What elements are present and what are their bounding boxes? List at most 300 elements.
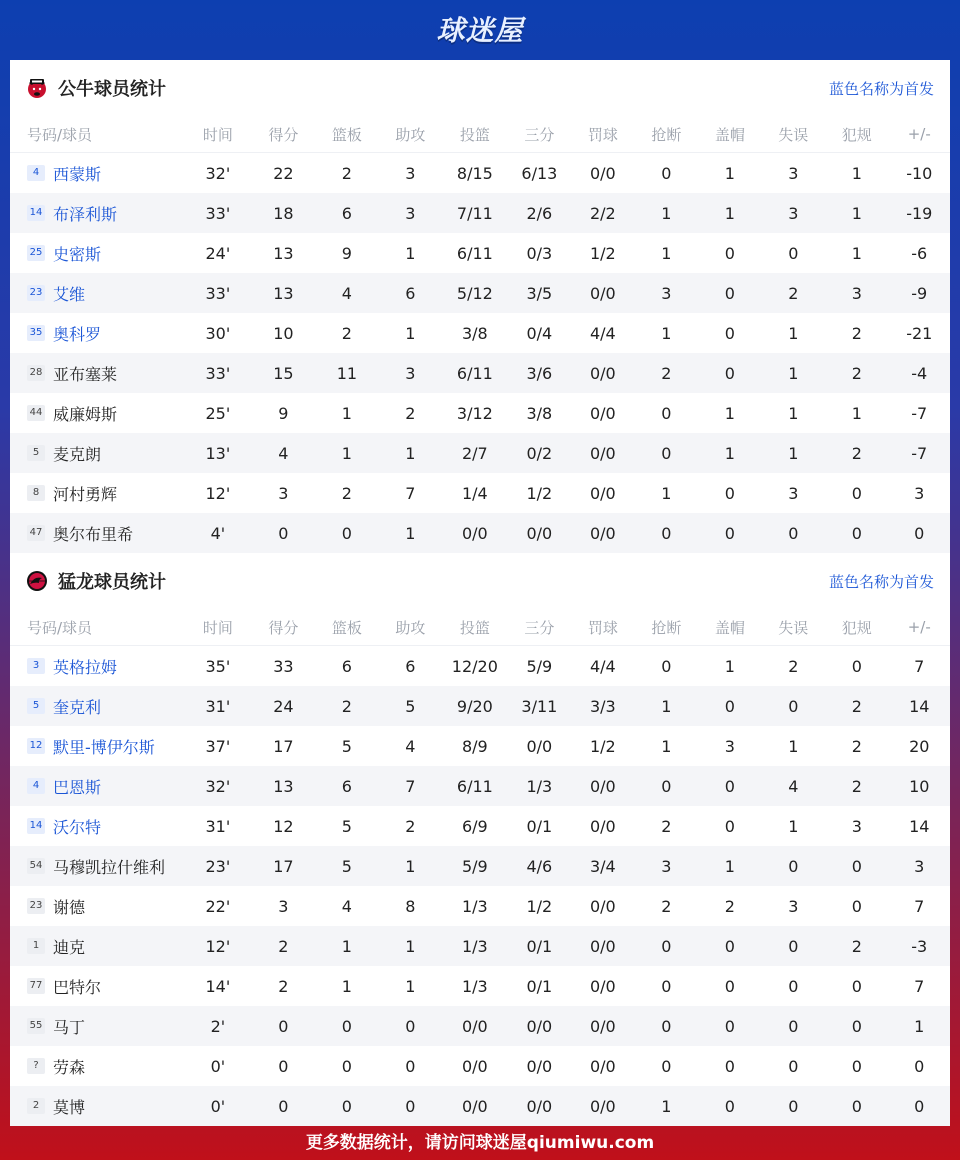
stat-cell: 1	[405, 523, 416, 543]
table-row	[10, 313, 950, 353]
stat-cell: 0	[661, 1056, 672, 1076]
stat-cell: 3/8	[461, 323, 488, 343]
stat-cell: 31'	[205, 816, 231, 836]
stat-cell: 0	[914, 523, 925, 543]
stat-cell: 1	[851, 243, 862, 263]
stat-cell: 2'	[210, 1016, 226, 1036]
stat-cell: 0/0	[589, 483, 616, 503]
table-row	[10, 806, 950, 846]
player-cell	[10, 726, 184, 766]
stat-cell: 1/2	[526, 896, 553, 916]
stat-cell: 0	[724, 363, 735, 383]
player-cell	[10, 433, 184, 473]
jersey-number: 14	[27, 818, 45, 834]
stat-cell: 1	[724, 163, 735, 183]
stat-cell: 37'	[205, 736, 231, 756]
stat-cell: 1	[661, 243, 672, 263]
stat-cell: 0	[661, 523, 672, 543]
table-row	[10, 926, 950, 966]
player-name[interactable]: 奥尔布里希	[53, 524, 134, 544]
stat-cell: 0	[724, 243, 735, 263]
stat-cell: 0	[914, 1096, 925, 1116]
stat-cell: 33'	[205, 283, 231, 303]
stat-cell: 0	[661, 1016, 672, 1036]
table-row	[10, 433, 950, 473]
stat-cell: 30'	[205, 323, 231, 343]
stat-cell: 0	[661, 443, 672, 463]
player-cell	[10, 473, 184, 513]
player-cell	[10, 393, 184, 433]
stat-cell: 0/0	[461, 1056, 488, 1076]
stat-cell: 3	[788, 203, 799, 223]
raptors-stats-table	[10, 609, 950, 1126]
player-name[interactable]: 谢德	[53, 897, 86, 917]
stat-cell: 6	[341, 203, 352, 223]
stat-cell: 3/5	[526, 283, 553, 303]
stat-cell: 2	[278, 936, 289, 956]
stat-cell: 4	[278, 443, 289, 463]
stat-cell: 2	[341, 163, 352, 183]
table-row	[10, 686, 950, 726]
player-name[interactable]: 西蒙斯	[53, 164, 102, 184]
stat-cell: 4	[341, 896, 352, 916]
jersey-number: 8	[27, 485, 45, 501]
stat-cell: 9/20	[456, 696, 493, 716]
stat-cell: 7	[914, 976, 925, 996]
stat-cell: 3	[661, 283, 672, 303]
jersey-number: 12	[27, 738, 45, 754]
stat-cell: 14'	[205, 976, 231, 996]
bulls-stats-table	[10, 116, 950, 553]
stat-cell: 2	[851, 443, 862, 463]
stat-cell: 13	[273, 776, 294, 796]
player-cell	[10, 766, 184, 806]
stat-cell: 0	[405, 1096, 416, 1116]
stat-cell: 0	[724, 976, 735, 996]
stat-cell: 1	[405, 976, 416, 996]
stat-cell: 5/9	[461, 856, 488, 876]
stat-cell: 0/3	[526, 243, 553, 263]
stat-cell: 4/4	[589, 323, 616, 343]
table-row	[10, 726, 950, 766]
stat-cell: 0/2	[526, 443, 553, 463]
jersey-number: 77	[27, 978, 45, 994]
stat-cell: 1/2	[589, 243, 616, 263]
jersey-number: 35	[27, 325, 45, 341]
table-header-row	[10, 609, 950, 646]
player-cell	[10, 1006, 184, 1046]
stat-cell: 2	[341, 483, 352, 503]
table-row	[10, 1006, 950, 1046]
stat-cell: 1	[405, 443, 416, 463]
jersey-number: 23	[27, 898, 45, 914]
stat-cell: 20	[909, 736, 930, 756]
stat-cell: 0	[851, 523, 862, 543]
column-header: 犯规	[841, 125, 872, 144]
stat-cell: 0	[724, 696, 735, 716]
stat-cell: 8/9	[461, 736, 488, 756]
stat-cell: 3/8	[526, 403, 553, 423]
app-header	[0, 0, 960, 58]
jersey-number: 1	[27, 938, 45, 954]
bulls-section-header	[10, 60, 950, 116]
stat-cell: 1	[788, 323, 799, 343]
stat-cell: 7	[405, 483, 416, 503]
player-cell	[10, 966, 184, 1006]
jersey-number: 4	[27, 778, 45, 794]
stat-cell: 3/6	[526, 363, 553, 383]
jersey-number: 25	[27, 245, 45, 261]
stat-cell: -6	[911, 243, 928, 263]
stat-cell: 3	[851, 816, 862, 836]
column-header: 罚球	[587, 125, 618, 144]
column-header: 投篮	[459, 618, 490, 637]
stat-cell: 3	[405, 363, 416, 383]
stat-cell: 33'	[205, 203, 231, 223]
stat-cell: 24'	[205, 243, 231, 263]
column-header: 得分	[268, 125, 299, 144]
stat-cell: 13	[273, 283, 294, 303]
stat-cell: 1	[724, 403, 735, 423]
player-name[interactable]: 布泽利斯	[53, 204, 118, 224]
jersey-number: 28	[27, 365, 45, 381]
stat-cell: 0	[788, 243, 799, 263]
stat-cell: 6	[405, 283, 416, 303]
stat-cell: 1/3	[526, 776, 553, 796]
stat-cell: 2	[341, 323, 352, 343]
player-name[interactable]: 奥科罗	[53, 324, 102, 344]
player-name[interactable]: 河村勇辉	[53, 484, 118, 504]
column-header: +/-	[907, 618, 931, 636]
player-name[interactable]: 马穆凯拉什维利	[53, 857, 166, 877]
column-header: 助攻	[395, 125, 426, 144]
stat-cell: 0	[914, 1056, 925, 1076]
stat-cell: 2	[851, 363, 862, 383]
stat-cell: 18	[273, 203, 294, 223]
stat-cell: 0	[278, 1056, 289, 1076]
stat-cell: 17	[273, 736, 294, 756]
column-header: 犯规	[841, 618, 872, 637]
stat-cell: 3/12	[456, 403, 493, 423]
stat-cell: 0	[788, 856, 799, 876]
player-name[interactable]: 英格拉姆	[53, 657, 118, 677]
jersey-number: 5	[27, 698, 45, 714]
stat-cell: 0/0	[589, 523, 616, 543]
stat-cell: 0/0	[589, 1016, 616, 1036]
stat-cell: 0/0	[589, 1056, 616, 1076]
stat-cell: 14	[909, 696, 930, 716]
stat-cell: 24	[273, 696, 294, 716]
stat-cell: -10	[906, 163, 933, 183]
jersey-number: 47	[27, 525, 45, 541]
stat-cell: 6	[405, 656, 416, 676]
stat-cell: 2	[405, 403, 416, 423]
player-cell	[10, 273, 184, 313]
stat-cell: 2	[851, 936, 862, 956]
stat-cell: 0	[788, 976, 799, 996]
stat-cell: 0	[724, 776, 735, 796]
stat-cell: 17	[273, 856, 294, 876]
stat-cell: 1	[851, 163, 862, 183]
stat-cell: 31'	[205, 696, 231, 716]
stat-cell: 7	[914, 656, 925, 676]
stat-cell: 3	[405, 163, 416, 183]
bulls-logo-icon	[26, 77, 48, 99]
stat-cell: 0	[661, 776, 672, 796]
stat-cell: 3	[914, 856, 925, 876]
player-name[interactable]: 迪克	[53, 937, 86, 957]
table-row	[10, 1046, 950, 1086]
jersey-number: 4	[27, 165, 45, 181]
stat-cell: 32'	[205, 776, 231, 796]
stat-cell: 5	[341, 856, 352, 876]
player-cell	[10, 153, 184, 194]
player-cell	[10, 313, 184, 353]
stat-cell: 4'	[210, 523, 226, 543]
stat-cell: 1	[724, 443, 735, 463]
player-name[interactable]: 巴特尔	[53, 977, 102, 997]
stat-cell: 0	[661, 403, 672, 423]
stat-cell: 3	[278, 483, 289, 503]
stat-cell: 1	[341, 403, 352, 423]
player-cell	[10, 886, 184, 926]
player-name[interactable]: 亚布塞莱	[53, 364, 118, 384]
table-row	[10, 846, 950, 886]
column-header: 三分	[524, 125, 555, 144]
stats-panel	[10, 60, 950, 1120]
stat-cell: 7/11	[456, 203, 493, 223]
stat-cell: 3	[914, 483, 925, 503]
column-header: +/-	[907, 125, 931, 143]
player-name[interactable]: 史密斯	[53, 244, 102, 264]
stat-cell: 1	[788, 403, 799, 423]
stat-cell: 2	[661, 896, 672, 916]
stat-cell: 3	[278, 896, 289, 916]
stat-cell: 33'	[205, 363, 231, 383]
table-row	[10, 886, 950, 926]
stat-cell: 1	[341, 443, 352, 463]
stat-cell: 5	[405, 696, 416, 716]
stat-cell: 0	[724, 816, 735, 836]
stat-cell: 1/3	[461, 896, 488, 916]
stat-cell: 1	[661, 736, 672, 756]
jersey-number: 54	[27, 858, 45, 874]
table-row	[10, 966, 950, 1006]
jersey-number: 2	[27, 1098, 45, 1114]
stat-cell: 3	[851, 283, 862, 303]
stat-cell: 2/7	[461, 443, 488, 463]
player-name[interactable]: 劳森	[53, 1057, 86, 1077]
stat-cell: 1	[405, 323, 416, 343]
stat-cell: 12	[273, 816, 294, 836]
stat-cell: 6/9	[461, 816, 488, 836]
column-header: 篮板	[331, 618, 362, 637]
stat-cell: 3	[788, 896, 799, 916]
stat-cell: 1	[341, 976, 352, 996]
stat-cell: 1	[724, 656, 735, 676]
stat-cell: 8/15	[456, 163, 493, 183]
stat-cell: 6/11	[456, 363, 493, 383]
table-row	[10, 233, 950, 273]
stat-cell: 1	[788, 363, 799, 383]
stat-cell: 0/0	[589, 403, 616, 423]
stat-cell: 0	[851, 856, 862, 876]
player-name[interactable]: 默里-博伊尔斯	[53, 737, 155, 757]
table-row	[10, 766, 950, 806]
stat-cell: 0/0	[589, 896, 616, 916]
stat-cell: 2	[341, 696, 352, 716]
stat-cell: 0	[788, 1096, 799, 1116]
stat-cell: 0'	[210, 1056, 226, 1076]
column-header: 号码/球员	[27, 125, 93, 144]
stat-cell: 3	[405, 203, 416, 223]
stat-cell: 0/0	[589, 363, 616, 383]
stat-cell: 0	[851, 656, 862, 676]
player-name[interactable]: 奎克利	[53, 697, 102, 717]
stat-cell: 0	[405, 1016, 416, 1036]
stat-cell: 9	[341, 243, 352, 263]
column-header: 号码/球员	[27, 618, 93, 637]
stat-cell: 0/0	[526, 1096, 553, 1116]
stat-cell: 0	[724, 323, 735, 343]
stat-cell: 4	[788, 776, 799, 796]
stat-cell: 0	[341, 523, 352, 543]
site-logo: 球迷屋	[436, 14, 524, 47]
stat-cell: 0/0	[589, 283, 616, 303]
stat-cell: 0/0	[589, 163, 616, 183]
column-header: 时间	[202, 618, 233, 637]
player-name[interactable]: 巴恩斯	[53, 777, 102, 797]
table-row	[10, 153, 950, 194]
stat-cell: 0	[341, 1056, 352, 1076]
stat-cell: 0/0	[526, 1056, 553, 1076]
player-name[interactable]: 艾维	[53, 284, 86, 304]
stat-cell: 1	[851, 403, 862, 423]
stat-cell: 1/2	[526, 483, 553, 503]
stat-cell: 0	[661, 936, 672, 956]
stat-cell: 0	[851, 1056, 862, 1076]
stat-cell: 1	[724, 856, 735, 876]
stat-cell: 2	[788, 656, 799, 676]
stat-cell: 23'	[205, 856, 231, 876]
table-row	[10, 273, 950, 313]
stat-cell: 1	[661, 323, 672, 343]
stat-cell: 2/2	[589, 203, 616, 223]
jersey-number: 14	[27, 205, 45, 221]
stat-cell: 1	[788, 816, 799, 836]
player-name[interactable]: 莫博	[53, 1097, 86, 1117]
stat-cell: 32'	[205, 163, 231, 183]
stat-cell: 13	[273, 243, 294, 263]
stat-cell: 0	[724, 283, 735, 303]
stat-cell: 3/11	[521, 696, 558, 716]
stat-cell: 1	[661, 1096, 672, 1116]
stat-cell: 0/0	[461, 1096, 488, 1116]
stat-cell: 0	[851, 1096, 862, 1116]
jersey-number: 5	[27, 445, 45, 461]
column-header: 盖帽	[714, 125, 745, 144]
stat-cell: 4	[341, 283, 352, 303]
column-header: 投篮	[459, 125, 490, 144]
player-cell	[10, 513, 184, 553]
stat-cell: 6/11	[456, 243, 493, 263]
stat-cell: 0	[341, 1016, 352, 1036]
stat-cell: 2	[788, 283, 799, 303]
stat-cell: 3	[724, 736, 735, 756]
player-name[interactable]: 沃尔特	[53, 817, 102, 837]
stat-cell: 6	[341, 656, 352, 676]
stat-cell: 0'	[210, 1096, 226, 1116]
starter-note: 蓝色名称为首发	[828, 572, 934, 591]
stat-cell: 0/0	[589, 776, 616, 796]
stat-cell: 13'	[205, 443, 231, 463]
column-header: 罚球	[587, 618, 618, 637]
stat-cell: 0/1	[526, 976, 553, 996]
stat-cell: 5/12	[456, 283, 493, 303]
stat-cell: 3	[661, 856, 672, 876]
table-row	[10, 513, 950, 553]
footer-text: 更多数据统计，请访问球迷屋qiumiwu.com	[305, 1132, 655, 1153]
stat-cell: 0/0	[589, 443, 616, 463]
stat-cell: 2	[851, 323, 862, 343]
stat-cell: 0	[278, 523, 289, 543]
stat-cell: 3/4	[589, 856, 616, 876]
stat-cell: 22	[273, 163, 294, 183]
stat-cell: 10	[909, 776, 930, 796]
stat-cell: 2	[405, 816, 416, 836]
starter-note: 蓝色名称为首发	[828, 79, 934, 98]
stat-cell: 14	[909, 816, 930, 836]
stat-cell: 0	[724, 1096, 735, 1116]
player-cell	[10, 846, 184, 886]
stat-cell: 0	[724, 523, 735, 543]
stat-cell: 1	[405, 936, 416, 956]
stat-cell: 33	[273, 656, 294, 676]
player-cell	[10, 646, 184, 687]
stat-cell: 1	[788, 443, 799, 463]
stat-cell: 22'	[205, 896, 231, 916]
column-header: 抢断	[651, 618, 682, 637]
column-header: 篮板	[331, 125, 362, 144]
column-header: 三分	[524, 618, 555, 637]
stat-cell: 0/0	[589, 976, 616, 996]
stat-cell: -7	[911, 443, 928, 463]
player-name[interactable]: 马丁	[53, 1017, 86, 1037]
stat-cell: 0	[661, 163, 672, 183]
stat-cell: 1	[661, 203, 672, 223]
stat-cell: 0	[724, 1056, 735, 1076]
player-cell	[10, 233, 184, 273]
stat-cell: 4/4	[589, 656, 616, 676]
stat-cell: 3	[788, 163, 799, 183]
column-header: 失误	[778, 618, 809, 637]
stat-cell: 0	[851, 976, 862, 996]
player-name[interactable]: 威廉姆斯	[53, 404, 118, 424]
stat-cell: 0	[851, 483, 862, 503]
stat-cell: -19	[906, 203, 933, 223]
stat-cell: 3/3	[589, 696, 616, 716]
stat-cell: 0	[724, 936, 735, 956]
stat-cell: 5	[341, 816, 352, 836]
stat-cell: 0/0	[589, 936, 616, 956]
stat-cell: 5	[341, 736, 352, 756]
stat-cell: 1	[405, 243, 416, 263]
stat-cell: 0	[788, 1056, 799, 1076]
stat-cell: 0/0	[589, 816, 616, 836]
player-name[interactable]: 麦克朗	[53, 444, 102, 464]
stat-cell: 0	[724, 483, 735, 503]
stat-cell: 0	[788, 523, 799, 543]
